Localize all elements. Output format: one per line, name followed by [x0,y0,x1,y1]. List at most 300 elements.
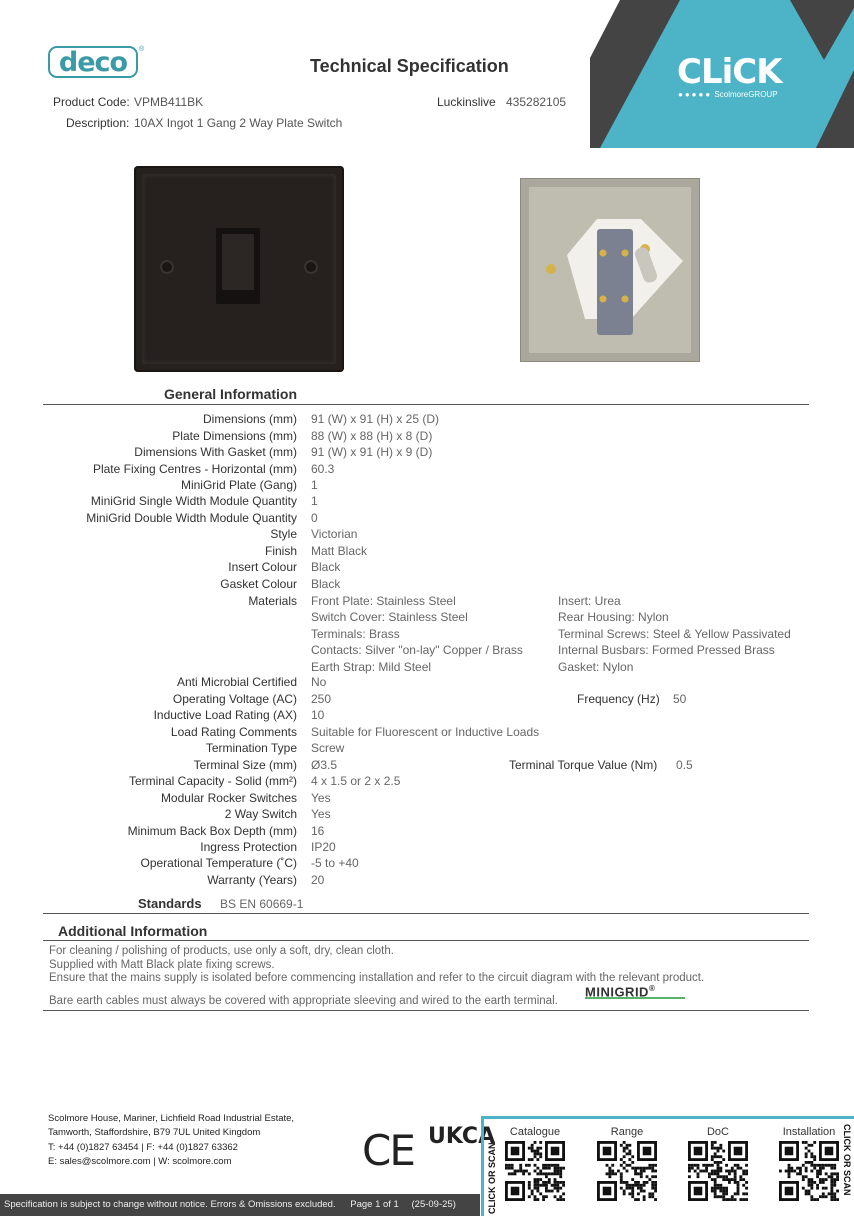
qr-module [534,1187,537,1190]
qr-module [536,1190,539,1193]
qr-module [545,1184,548,1187]
qr-module [717,1147,720,1150]
spec-value: 16 [311,824,325,838]
qr-module [714,1190,717,1193]
qr-module [556,1181,559,1184]
qr-module [539,1192,542,1195]
qr-module [702,1170,705,1173]
qr-module [745,1181,748,1184]
qr-module [725,1190,728,1193]
qr-module [534,1150,537,1153]
qr-module [651,1184,654,1187]
additional-line: Ensure that the mains supply is isolated before commencing installation and refer to the circuit diagram with the relevant product. [49,972,705,984]
earth-screw-icon [546,264,556,274]
qr-module [742,1170,745,1173]
qr-module [628,1150,631,1153]
qr-module [805,1147,808,1150]
spec-label: Finish [264,544,297,558]
dots-icon: ●●●●● [678,90,713,99]
qr-module [830,1184,833,1187]
qr-module [514,1170,517,1173]
qr-module [531,1144,534,1147]
qr-module [643,1167,646,1170]
qr-module [640,1170,643,1173]
qr-module [728,1181,731,1184]
divider [43,940,809,941]
qr-module [508,1172,511,1175]
qr-module [694,1187,703,1196]
qr-module [559,1172,562,1175]
description: 10AX Ingot 1 Gang 2 Way Plate Switch [134,116,343,130]
qr-range-icon[interactable] [597,1141,657,1201]
qr-module [833,1192,836,1195]
spec-value: 20 [311,873,325,887]
qr-module [714,1172,717,1175]
qr-module [623,1155,626,1158]
spec-value: 10 [311,708,325,722]
qr-module [808,1181,811,1184]
qr-module [810,1198,813,1201]
standards-label: Standards [138,896,202,911]
qr-module [722,1190,725,1193]
qr-module [637,1184,640,1187]
qr-module [626,1187,629,1190]
product-front-image [134,166,344,372]
qr-module [711,1164,714,1167]
qr-module [559,1181,562,1184]
qr-module [816,1172,819,1175]
qr-module [608,1170,611,1173]
qr-module [830,1195,833,1198]
qr-module [640,1184,643,1187]
qr-module [734,1172,737,1175]
qr-module [556,1190,559,1193]
qr-module [728,1172,731,1175]
qr-module [739,1167,742,1170]
qr-module [810,1178,813,1181]
qr-module [554,1172,557,1175]
qr-module [725,1187,728,1190]
qr-module [805,1190,808,1193]
qr-module [731,1198,734,1201]
qr-module [623,1161,626,1164]
click-or-scan-right: CLICK OR SCAN [842,1124,852,1196]
qr-module [717,1170,720,1173]
qr-module [825,1178,828,1181]
qr-module [833,1164,836,1167]
qr-module [711,1190,714,1193]
spec-label: Operational Temperature (˚C) [140,856,297,870]
qr-module [785,1187,794,1196]
qr-module [830,1178,833,1181]
qr-module [719,1147,722,1150]
qr-module [810,1181,813,1184]
qr-module [822,1178,825,1181]
qr-module [620,1175,623,1178]
qr-module [805,1161,808,1164]
additional-info-title: Additional Information [58,923,208,939]
qr-module [734,1178,737,1181]
qr-module [725,1192,728,1195]
qr-module [620,1158,623,1161]
additional-line: For cleaning / polishing of products, use only a soft, dry, clean cloth. [49,945,394,957]
footer-disclaimer [4,1199,456,1210]
additional-line: Supplied with Matt Black plate fixing screws. [49,959,275,971]
qr-module [628,1187,631,1190]
rocker-frame [216,228,260,304]
qr-module [554,1195,557,1198]
qr-module [551,1190,554,1193]
qr-module [833,1172,836,1175]
qr-module [620,1144,623,1147]
qr-module [745,1192,748,1195]
qr-module [717,1161,720,1164]
spec-value: 88 (W) x 88 (H) x 8 (D) [311,429,433,443]
qr-module [505,1167,508,1170]
qr-module [805,1152,808,1155]
qr-module [779,1170,782,1173]
qr-module [719,1170,722,1173]
qr-module [799,1172,802,1175]
qr-module [805,1192,808,1195]
qr-module [822,1187,825,1190]
qr-module [825,1172,828,1175]
qr-catalogue-icon[interactable] [505,1141,565,1201]
qr-module [790,1170,793,1173]
click-logo: CLiCK [677,52,782,92]
screw-left-icon [160,260,174,274]
minigrid-text: MINIGRID [585,984,649,1000]
ce-mark: CE [362,1126,414,1175]
qr-module [688,1175,691,1178]
qr-module [711,1178,714,1181]
qr-module [548,1164,551,1167]
qr-module [745,1164,748,1167]
qr-module [830,1181,833,1184]
qr-module [796,1172,799,1175]
qr-module [714,1147,717,1150]
qr-module [626,1181,629,1184]
qr-module [534,1152,537,1155]
qr-module [714,1192,717,1195]
qr-module [788,1167,791,1170]
qr-module [554,1164,557,1167]
rear-mechanism [521,179,701,363]
qr-module [556,1187,559,1190]
qr-module [531,1147,534,1150]
qr-module [606,1164,609,1167]
spec-label: 2 Way Switch [224,807,297,821]
qr-module [643,1195,646,1198]
qr-module [634,1167,637,1170]
spec-value: 1 [311,494,318,508]
qr-module [623,1181,626,1184]
qr-module [643,1198,646,1201]
qr-module [603,1187,612,1196]
qr-module [626,1164,629,1167]
qr-module [559,1167,562,1170]
qr-module [631,1195,634,1198]
retailer-label: Luckinslive [437,95,496,109]
frequency-label: Frequency (Hz) [577,692,660,706]
qr-module [634,1172,637,1175]
qr-module [813,1158,816,1161]
click-sub-logo [678,90,778,99]
qr-module [534,1184,537,1187]
qr-module [545,1172,548,1175]
divider [43,404,809,405]
qr-module [620,1181,623,1184]
qr-module [516,1170,519,1173]
qr-module [788,1172,791,1175]
qr-module [819,1170,822,1173]
qr-module [611,1164,614,1167]
qr-module [802,1178,805,1181]
qr-module [528,1147,531,1150]
qr-module [628,1152,631,1155]
divider [43,913,809,914]
qr-module [654,1187,657,1190]
qr-module [719,1175,722,1178]
qr-doc-icon[interactable] [688,1141,748,1201]
qr-module [545,1164,548,1167]
qr-module [813,1198,816,1201]
qr-module [556,1167,559,1170]
qr-module [534,1155,537,1158]
product-code-label: Product Code: [53,95,130,109]
qr-module [813,1141,816,1144]
qr-module [808,1192,811,1195]
qr-module [688,1170,691,1173]
qr-module [725,1170,728,1173]
qr-module [737,1164,740,1167]
qr-module [714,1195,717,1198]
qr-module [808,1161,811,1164]
qr-module [734,1164,737,1167]
qr-module [628,1164,631,1167]
qr-module [805,1167,808,1170]
qr-module [725,1164,728,1167]
qr-module [717,1150,720,1153]
qr-module [691,1167,694,1170]
qr-module [836,1198,839,1201]
qr-module [808,1178,811,1181]
qr-module [542,1167,545,1170]
qr-module [705,1164,708,1167]
qr-module [637,1192,640,1195]
qr-module [634,1181,637,1184]
qr-module [719,1144,722,1147]
qr-module [742,1192,745,1195]
qr-module [648,1195,651,1198]
qr-module [640,1190,643,1193]
qr-module [648,1192,651,1195]
qr-module [545,1175,548,1178]
spec-label: Inductive Load Rating (AX) [153,708,297,722]
qr-module [554,1178,557,1181]
qr-module [819,1172,822,1175]
qr-module [505,1164,508,1167]
qr-module [534,1141,537,1144]
qr-module [825,1195,828,1198]
qr-module [539,1147,542,1150]
additional-line: Bare earth cables must always be covered with appropriate sleeving and wired to the earth terminal. [49,995,558,1007]
qr-module [697,1164,700,1167]
qr-module [554,1181,557,1184]
qr-module [643,1184,646,1187]
qr-module [614,1172,617,1175]
spec-label: Ingress Protection [200,840,297,854]
qr-module [637,1167,640,1170]
qr-module [833,1181,836,1184]
qr-module [528,1181,531,1184]
qr-module [542,1198,545,1201]
qr-module [628,1158,631,1161]
disclaimer-text: Specification is subject to change without notice. Errors & Omissions excluded. [4,1199,336,1210]
qr-module [788,1175,791,1178]
product-code: VPMB411BK [134,95,204,109]
qr-module [626,1184,629,1187]
material-item: Earth Strap: Mild Steel [311,660,432,674]
qr-module [542,1172,545,1175]
spec-value: No [311,675,327,689]
qr-module [548,1181,551,1184]
qr-module [522,1172,525,1175]
qr-module [611,1172,614,1175]
qr-module [631,1161,634,1164]
issue-date: (25-09-25) [411,1199,456,1210]
qr-module [719,1155,722,1158]
qr-module [620,1164,623,1167]
qr-module [742,1184,745,1187]
qr-module [534,1198,537,1201]
qr-module [802,1187,805,1190]
qr-module [739,1175,742,1178]
qr-module [536,1152,539,1155]
qr-module [810,1187,813,1190]
qr-module [519,1170,522,1173]
qr-module [728,1198,731,1201]
page-number: Page 1 of 1 [350,1199,399,1210]
qr-module [651,1175,654,1178]
qr-module [702,1164,705,1167]
qr-module [688,1164,691,1167]
qr-module [654,1175,657,1178]
qr-module [810,1170,813,1173]
qr-module [828,1164,831,1167]
qr-module [722,1175,725,1178]
qr-module [737,1184,740,1187]
qr-module [620,1172,623,1175]
qr-module [717,1195,720,1198]
qr-module [805,1141,808,1144]
terminal-2-icon [622,250,629,257]
qr-module [634,1198,637,1201]
qr-module [810,1152,813,1155]
qr-module [528,1164,531,1167]
qr-module [623,1150,626,1153]
divider [43,1010,809,1011]
qr-module [539,1170,542,1173]
qr-module [536,1184,539,1187]
qr-module [654,1164,657,1167]
qr-module [714,1170,717,1173]
spec-value: Yes [311,807,331,821]
qr-module [725,1178,728,1181]
qr-module [531,1190,534,1193]
qr-label-doc: DoC [706,1126,729,1138]
qr-module [714,1141,717,1144]
qr-module [623,1190,626,1193]
material-item: Gasket: Nylon [558,660,634,674]
qr-module [651,1187,654,1190]
qr-module [719,1184,722,1187]
spec-label: Terminal Capacity - Solid (mm²) [128,774,297,788]
qr-module [539,1184,542,1187]
qr-module [830,1172,833,1175]
qr-installation-icon[interactable] [779,1141,839,1201]
qr-module [611,1170,614,1173]
qr-module [637,1172,640,1175]
qr-module [816,1198,819,1201]
qr-module [731,1167,734,1170]
material-item: Internal Busbars: Formed Pressed Brass [558,643,775,657]
qr-module [559,1195,562,1198]
material-item: Terminal Screws: Steel & Yellow Passivated [558,627,791,641]
qr-module [819,1178,822,1181]
material-item: Rear Housing: Nylon [558,610,669,624]
qr-module [631,1190,634,1193]
spec-value: Matt Black [311,544,368,558]
qr-module [620,1178,623,1181]
spec-value: 1 [311,478,318,492]
click-brand-banner [590,0,854,148]
click-or-scan-left: CLICK OR SCAN [487,1142,497,1214]
spec-value: -5 to +40 [311,856,359,870]
qr-label-range: Range [610,1126,644,1138]
qr-module [717,1164,720,1167]
qr-module [554,1167,557,1170]
retailer-code: 435282105 [506,95,567,109]
qr-module [551,1172,554,1175]
qr-module [819,1164,822,1167]
spec-value: Black [311,577,341,591]
qr-module [651,1192,654,1195]
spec-value: Screw [311,741,345,755]
qr-module [534,1181,537,1184]
qr-module [813,1181,816,1184]
qr-module [511,1172,514,1175]
qr-module [737,1192,740,1195]
rocker-switch [222,234,254,290]
qr-module [719,1187,722,1190]
qr-module [536,1198,539,1201]
qr-module [725,1175,728,1178]
qr-module [822,1164,825,1167]
qr-module [711,1170,714,1173]
qr-module [531,1192,534,1195]
spec-label: Anti Microbial Certified [176,675,297,689]
qr-module [688,1167,691,1170]
qr-module [833,1178,836,1181]
qr-module [810,1195,813,1198]
qr-module [551,1147,560,1156]
qr-module [536,1150,539,1153]
qr-module [559,1198,562,1201]
qr-module [608,1167,611,1170]
qr-module [714,1152,717,1155]
qr-module [808,1184,811,1187]
